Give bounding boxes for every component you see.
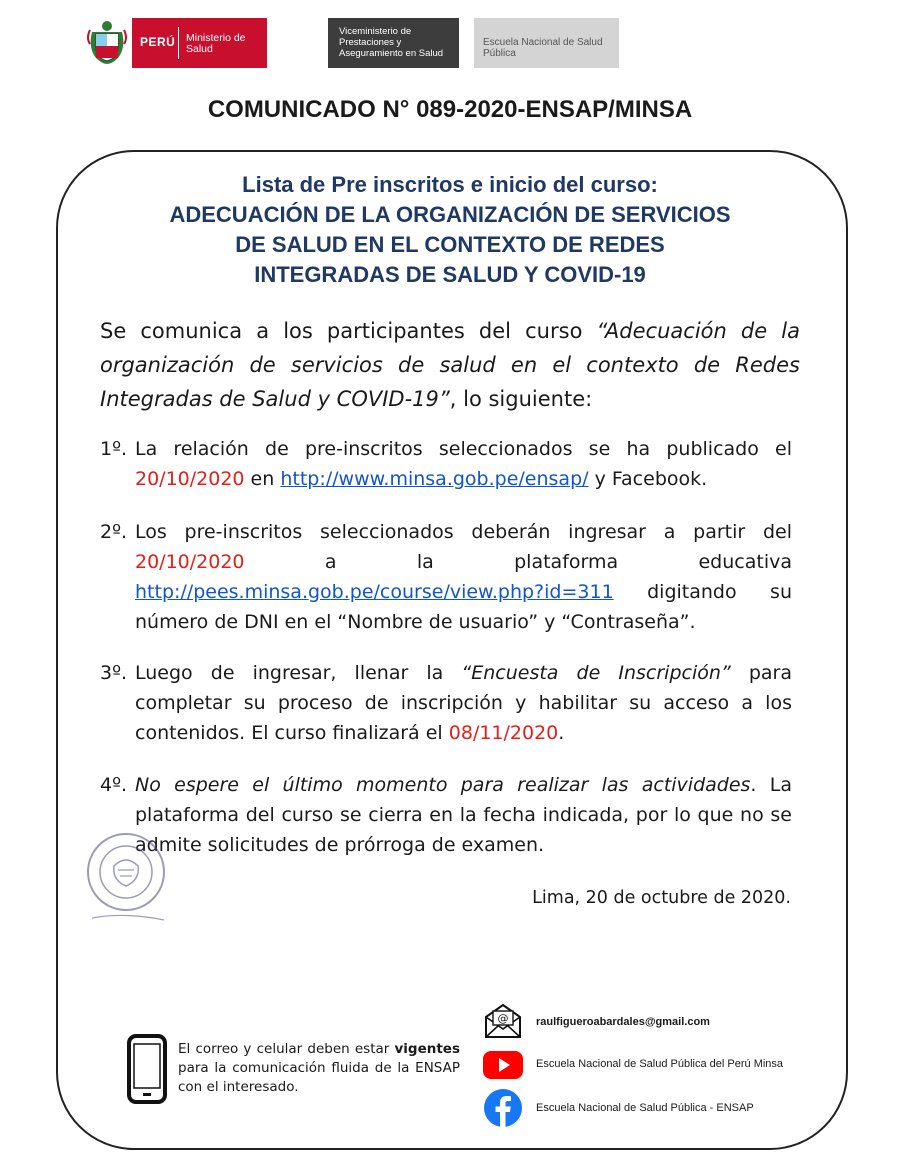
contact-note — [178, 1040, 460, 1097]
warning-text: No espere el último momento para realizar las actividades — [135, 774, 751, 796]
viceministerio-logo — [328, 18, 459, 68]
list-item-3 — [100, 658, 792, 748]
official-seal-stamp — [84, 826, 174, 926]
email-address[interactable]: raulfigueroabardales@gmail.com — [536, 1016, 710, 1028]
escuela-label: Escuela Nacional de Salud Pública — [483, 37, 603, 59]
item-text: La relación de pre-inscritos seleccionados se ha publicado el — [135, 438, 792, 460]
item-text: a la plataforma educativa — [244, 551, 792, 573]
publication-date: 20/10/2020 — [135, 468, 245, 490]
place-date: Lima, 20 de octubre de 2020. — [532, 888, 791, 908]
item-text: . La plataforma del curso se cierra en la fecha indicada, por lo que no se admite solicitudes de prórroga de examen. — [135, 774, 792, 856]
viceministerio-label: Viceministerio de Prestaciones y Aseguramiento en Salud — [339, 26, 444, 59]
intro-course-name: “Adecuación de la organización de servicios de salud en el contexto de Redes Integradas de Salud y COVID-19” — [100, 319, 801, 411]
youtube-icon — [482, 1045, 524, 1085]
item-text: en — [244, 468, 281, 490]
course-title — [90, 170, 810, 290]
item-text: Los pre-inscritos seleccionados deberán ingresar a partir del — [135, 521, 792, 543]
intro-prefix: Se comunica a los participantes del curso — [100, 319, 597, 343]
item-number: 2º. — [100, 521, 128, 543]
note-emphasis: vigentes — [394, 1041, 460, 1057]
intro-paragraph — [100, 314, 800, 416]
rounded-frame — [56, 150, 848, 1150]
survey-name: “Encuesta de Inscripción” — [461, 662, 731, 684]
note-text: El correo y celular deben estar — [178, 1041, 395, 1057]
facebook-icon — [482, 1088, 524, 1128]
item-text: . — [558, 722, 565, 744]
item-number: 4º. — [100, 774, 128, 796]
escuela-logo — [474, 18, 619, 68]
item-number: 1º. — [100, 438, 128, 460]
intro-suffix: , lo siguiente: — [449, 387, 593, 411]
comunicado-heading: COMUNICADO N° 089-2020-ENSAP/MINSA — [207, 96, 693, 123]
item-number: 3º. — [100, 662, 128, 684]
list-item-4 — [100, 770, 792, 860]
title-line-2: ADECUACIÓN DE LA ORGANIZACIÓN DE SERVICIOS — [169, 202, 731, 227]
peru-label: PERÚ — [140, 35, 176, 49]
title-line-4: INTEGRADAS DE SALUD Y COVID-19 — [254, 262, 646, 287]
email-envelope-icon — [482, 1001, 524, 1041]
ensap-link[interactable]: http://www.minsa.gob.pe/ensap/ — [280, 468, 589, 490]
svg-text:@: @ — [497, 1012, 509, 1025]
end-date: 08/11/2020 — [448, 722, 559, 744]
note-text: para la comunicación fluida de la ENSAP con el interesado. — [178, 1060, 460, 1095]
peru-ministerio-logo — [132, 18, 267, 68]
item-text: para completar su proceso de inscripción y habilitar su acceso a los contenidos. El curso finalizará el — [135, 662, 793, 744]
youtube-channel[interactable]: Escuela Nacional de Salud Pública del Perú Minsa — [536, 1058, 784, 1070]
facebook-page[interactable]: Escuela Nacional de Salud Pública - ENSAP — [536, 1102, 754, 1114]
platform-link[interactable]: http://pees.minsa.gob.pe/course/view.php?id=311 — [135, 581, 614, 603]
start-date: 20/10/2020 — [135, 551, 245, 573]
list-item-2 — [100, 517, 792, 637]
item-text: Luego de ingresar, llenar la — [135, 662, 462, 684]
list-item-1 — [100, 434, 792, 494]
item-text: y Facebook. — [588, 468, 708, 490]
item-text: digitando su número de DNI en el “Nombre de usuario” y “Contraseña”. — [135, 581, 792, 633]
title-line-1: Lista de Pre inscritos e inicio del curso: — [242, 172, 658, 197]
title-line-3: DE SALUD EN EL CONTEXTO DE REDES — [235, 232, 665, 257]
ministerio-label: Ministerio de Salud — [186, 32, 246, 55]
header-logos — [86, 18, 626, 68]
peru-coat-of-arms-icon — [86, 18, 128, 66]
smartphone-icon — [126, 1034, 168, 1104]
